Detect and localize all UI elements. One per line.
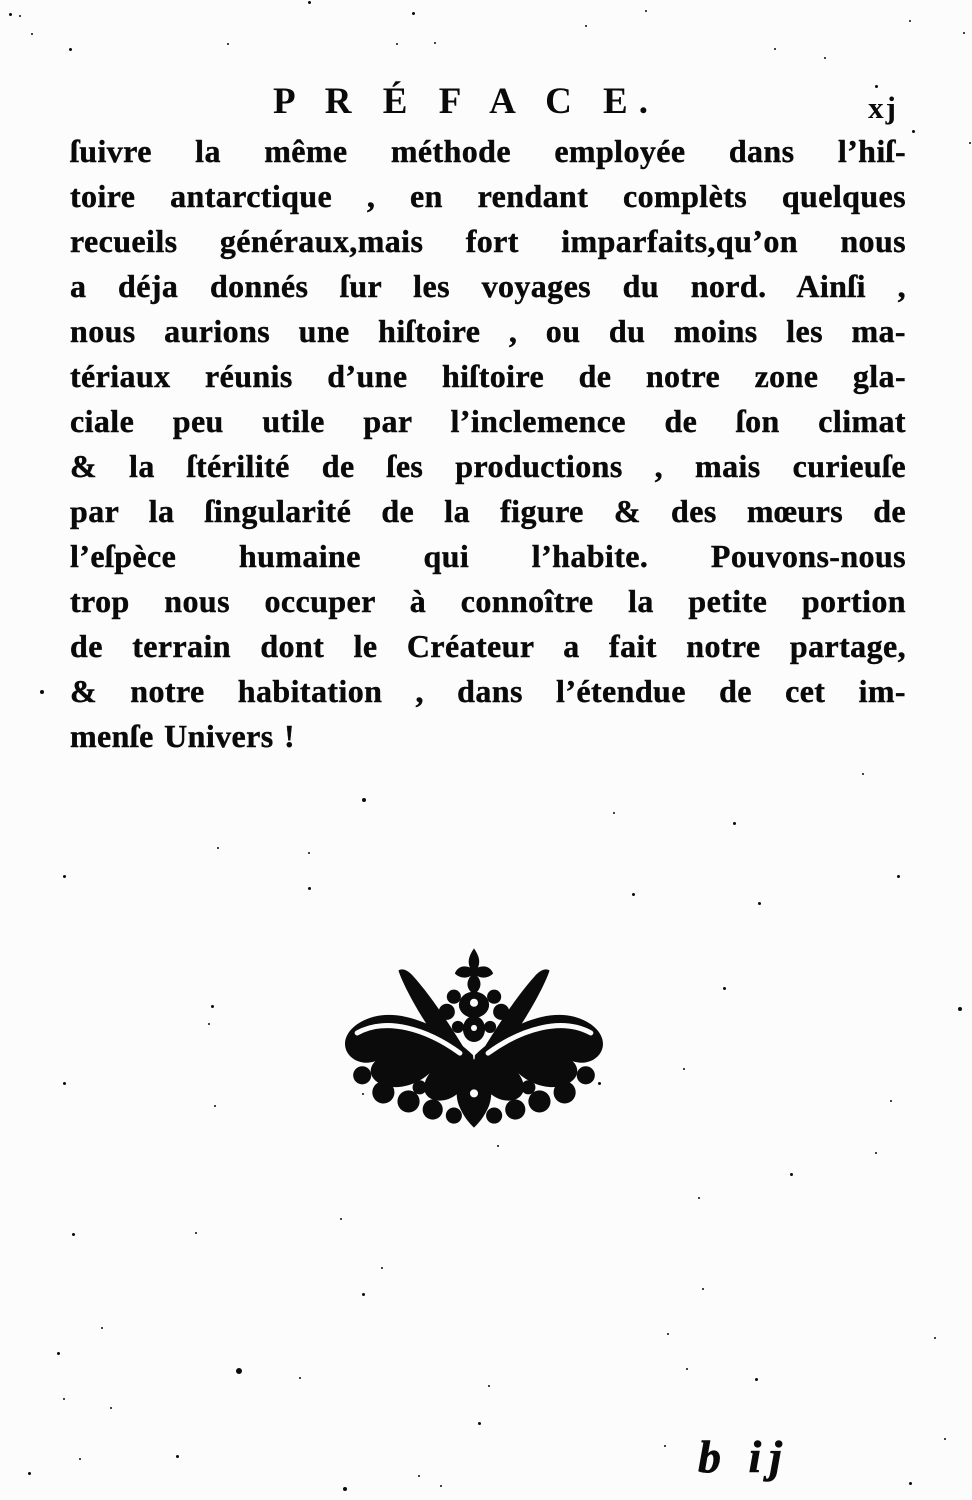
- fleuron-ornament-icon: [331, 948, 618, 1128]
- scan-speck: [110, 1407, 112, 1409]
- scan-speck: [683, 1068, 685, 1070]
- scan-speck: [790, 1173, 793, 1176]
- scan-speck: [31, 33, 33, 35]
- scan-speck: [343, 1487, 347, 1491]
- scan-speck: [897, 875, 900, 878]
- body-line-13: & notre habitation , dans l’étendue de cet im-: [70, 673, 906, 709]
- body-line-11: trop nous occuper à connoître la petite portion: [70, 583, 906, 619]
- body-line-7: ciale peu utile par l’inclemence de ſon climat: [70, 403, 906, 439]
- scan-speck: [362, 1293, 365, 1296]
- scan-speck: [733, 822, 736, 825]
- scan-speck: [418, 1475, 420, 1477]
- page-number: xj: [868, 90, 898, 125]
- scan-speck: [40, 690, 44, 694]
- body-line-8: & la ſtérilité de ſes productions , mais curieuſe: [70, 448, 906, 484]
- scan-speck: [434, 42, 436, 44]
- scan-speck: [909, 1482, 912, 1485]
- scan-speck: [723, 987, 726, 990]
- body-line-4: a déja donnés ſur les voyages du nord. Ainſi ,: [70, 268, 906, 304]
- scan-speck: [101, 1327, 103, 1329]
- scan-speck: [774, 48, 776, 50]
- scan-speck: [63, 1398, 65, 1400]
- scan-speck: [632, 893, 635, 896]
- scan-speck: [440, 1485, 442, 1487]
- scan-speck: [308, 887, 311, 890]
- scan-speck: [362, 798, 366, 802]
- scan-speck: [396, 43, 398, 45]
- signature-mark: b ij: [698, 1431, 791, 1482]
- body-line-14: menſe Univers !: [70, 718, 296, 754]
- scan-speck: [19, 15, 21, 17]
- scan-speck: [412, 12, 415, 15]
- scan-speck: [381, 1267, 383, 1269]
- scan-speck: [227, 43, 229, 45]
- body-line-9: par la ſingularité de la figure & des mœurs de: [70, 493, 906, 529]
- scan-speck: [340, 1218, 342, 1220]
- scan-speck: [208, 1023, 210, 1025]
- scan-speck: [57, 1352, 60, 1355]
- scan-speck: [613, 812, 615, 814]
- scan-speck: [944, 1438, 946, 1440]
- page-title: P R É F A C E.: [273, 81, 659, 122]
- body-line-3: recueils généraux,mais fort imparfaits,qu’on nous: [70, 223, 906, 259]
- scan-speck: [214, 1105, 216, 1107]
- scan-speck: [211, 1005, 214, 1008]
- scan-speck: [72, 1233, 75, 1236]
- body-line-10: l’eſpèce humaine qui l’habite. Pouvons-nous: [70, 538, 906, 574]
- scan-speck: [63, 1082, 66, 1085]
- scan-speck: [702, 1288, 704, 1290]
- scan-speck: [755, 1378, 758, 1381]
- scan-speck: [758, 902, 761, 905]
- scan-speck: [963, 32, 965, 34]
- scan-speck: [488, 1385, 490, 1387]
- scan-speck: [890, 1100, 892, 1102]
- body-text: [70, 129, 906, 759]
- scan-speck: [598, 1082, 601, 1085]
- scan-speck: [195, 1232, 197, 1234]
- scan-speck: [875, 1152, 877, 1154]
- scan-speck: [362, 1093, 364, 1095]
- scan-speck: [308, 1, 311, 4]
- scan-speck: [698, 1197, 700, 1199]
- scan-speck: [28, 1472, 31, 1475]
- scan-speck: [969, 142, 971, 144]
- scan-speck: [667, 1333, 669, 1335]
- body-line-1: ſuivre la même méthode employée dans l’hiſ-: [70, 133, 906, 169]
- scan-speck: [79, 1458, 81, 1460]
- scan-speck: [824, 57, 826, 59]
- scan-speck: [299, 1377, 301, 1379]
- scan-speck: [934, 1337, 936, 1339]
- scan-speck: [176, 1455, 179, 1458]
- scan-speck: [478, 1422, 481, 1425]
- scan-speck: [958, 1007, 962, 1011]
- scan-speck: [912, 130, 915, 133]
- scan-speck: [63, 875, 66, 878]
- scan-speck: [217, 847, 219, 849]
- scan-speck: [497, 1145, 499, 1147]
- scan-speck: [9, 13, 12, 16]
- scan-speck: [645, 10, 647, 12]
- body-line-5: nous aurions une hiſtoire , ou du moins les ma-: [70, 313, 906, 349]
- scan-speck: [664, 1445, 666, 1447]
- scan-speck: [308, 852, 310, 854]
- scan-speck: [585, 25, 587, 27]
- scan-speck: [686, 1368, 688, 1370]
- scan-speck: [875, 85, 878, 88]
- body-line-2: toire antarctique , en rendant complèts quelques: [70, 178, 906, 214]
- scan-speck: [69, 48, 72, 51]
- body-line-6: tériaux réunis d’une hiſtoire de notre zone gla-: [70, 358, 906, 394]
- scan-speck: [862, 773, 864, 775]
- scan-speck: [909, 20, 911, 22]
- body-line-12: de terrain dont le Créateur a fait notre partage,: [70, 628, 906, 664]
- scan-speck: [236, 1368, 242, 1374]
